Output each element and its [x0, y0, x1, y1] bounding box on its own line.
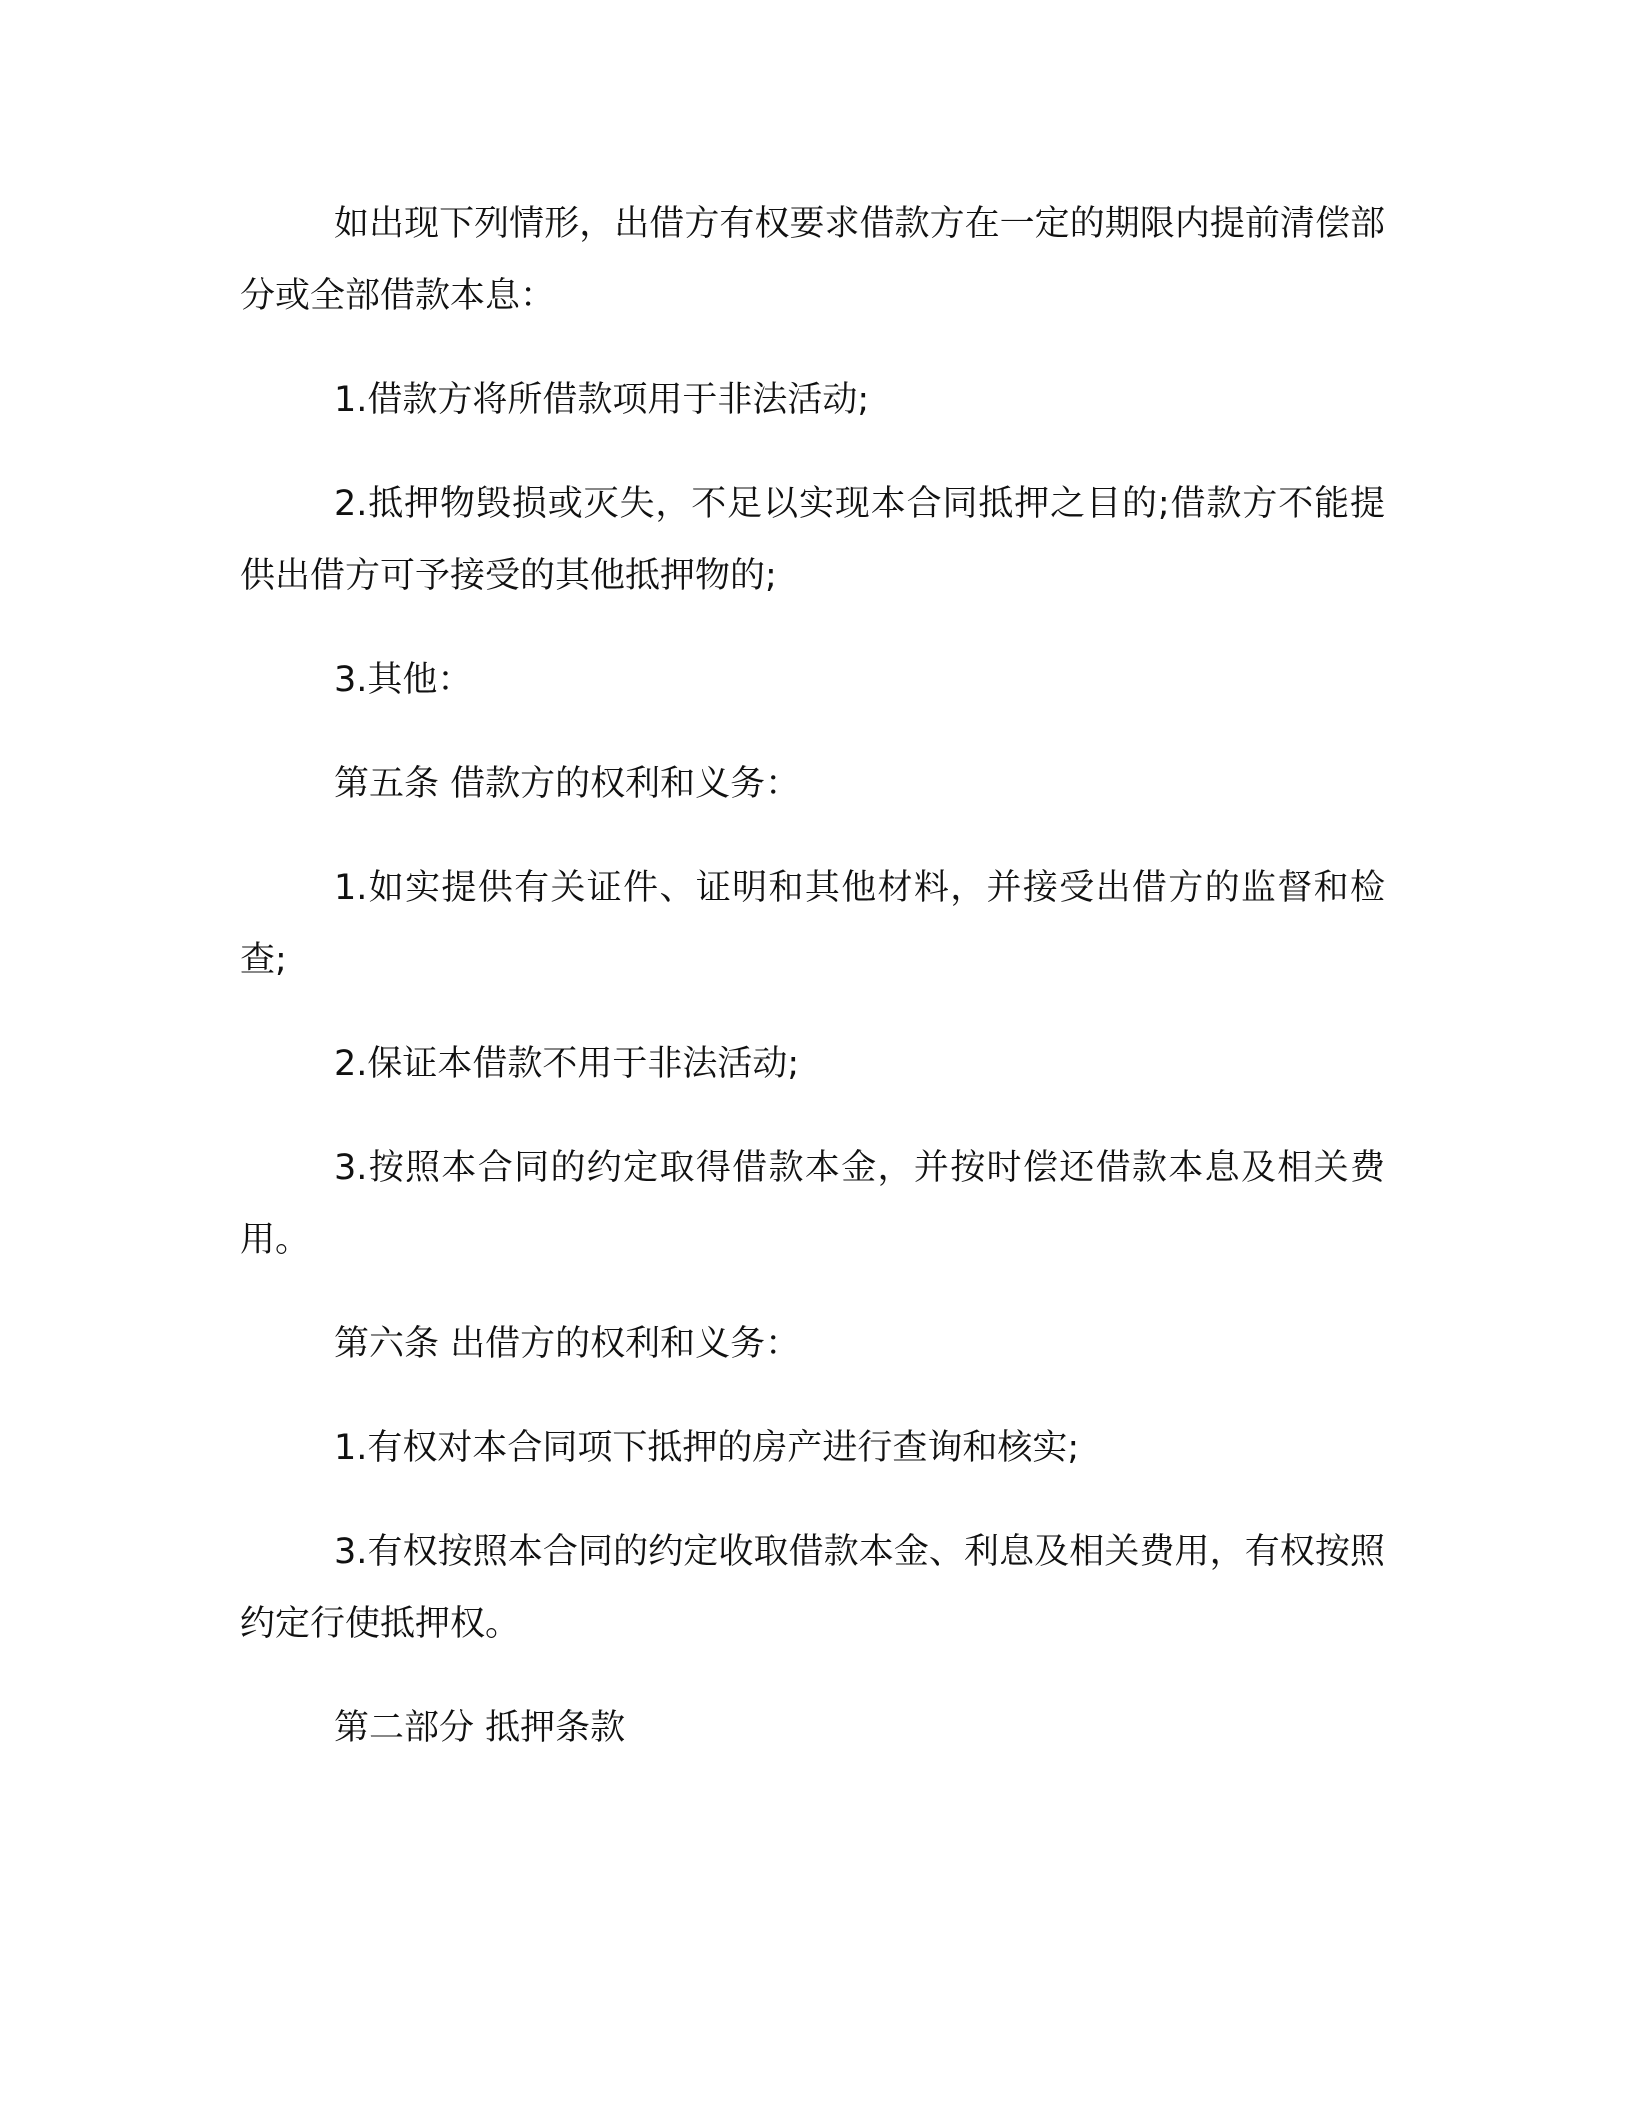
paragraph-borrower-duty-1: 1.如实提供有关证件、证明和其他材料，并接受出借方的监督和检查;: [240, 868, 1385, 980]
paragraph-condition-3: 3.其他：: [334, 660, 473, 700]
paragraph-condition-1: 1.借款方将所借款项用于非法活动;: [334, 380, 870, 420]
paragraph-lender-right-3: 3.有权按照本合同的约定收取借款本金、利息及相关费用，有权按照约定行使抵押权。: [240, 1532, 1385, 1644]
paragraph-early-repayment-conditions: 如出现下列情形，出借方有权要求借款方在一定的期限内提前清偿部分或全部借款本息：: [240, 204, 1385, 316]
section-heading-article-6: 第六条 出借方的权利和义务：: [334, 1324, 801, 1364]
paragraph-condition-2: 2.抵押物毁损或灭失，不足以实现本合同抵押之目的;借款方不能提供出借方可予接受的其他抵押物的;: [240, 484, 1385, 596]
section-heading-article-5: 第五条 借款方的权利和义务：: [334, 764, 801, 804]
paragraph-borrower-duty-3: 3.按照本合同的约定取得借款本金，并按时偿还借款本息及相关费用。: [240, 1148, 1385, 1260]
paragraph-borrower-duty-2: 2.保证本借款不用于非法活动;: [334, 1044, 800, 1084]
document-body: [240, 188, 1385, 1764]
section-heading-part-2: 第二部分 抵押条款: [334, 1708, 626, 1748]
paragraph-lender-right-1: 1.有权对本合同项下抵押的房产进行查询和核实;: [334, 1428, 1080, 1468]
